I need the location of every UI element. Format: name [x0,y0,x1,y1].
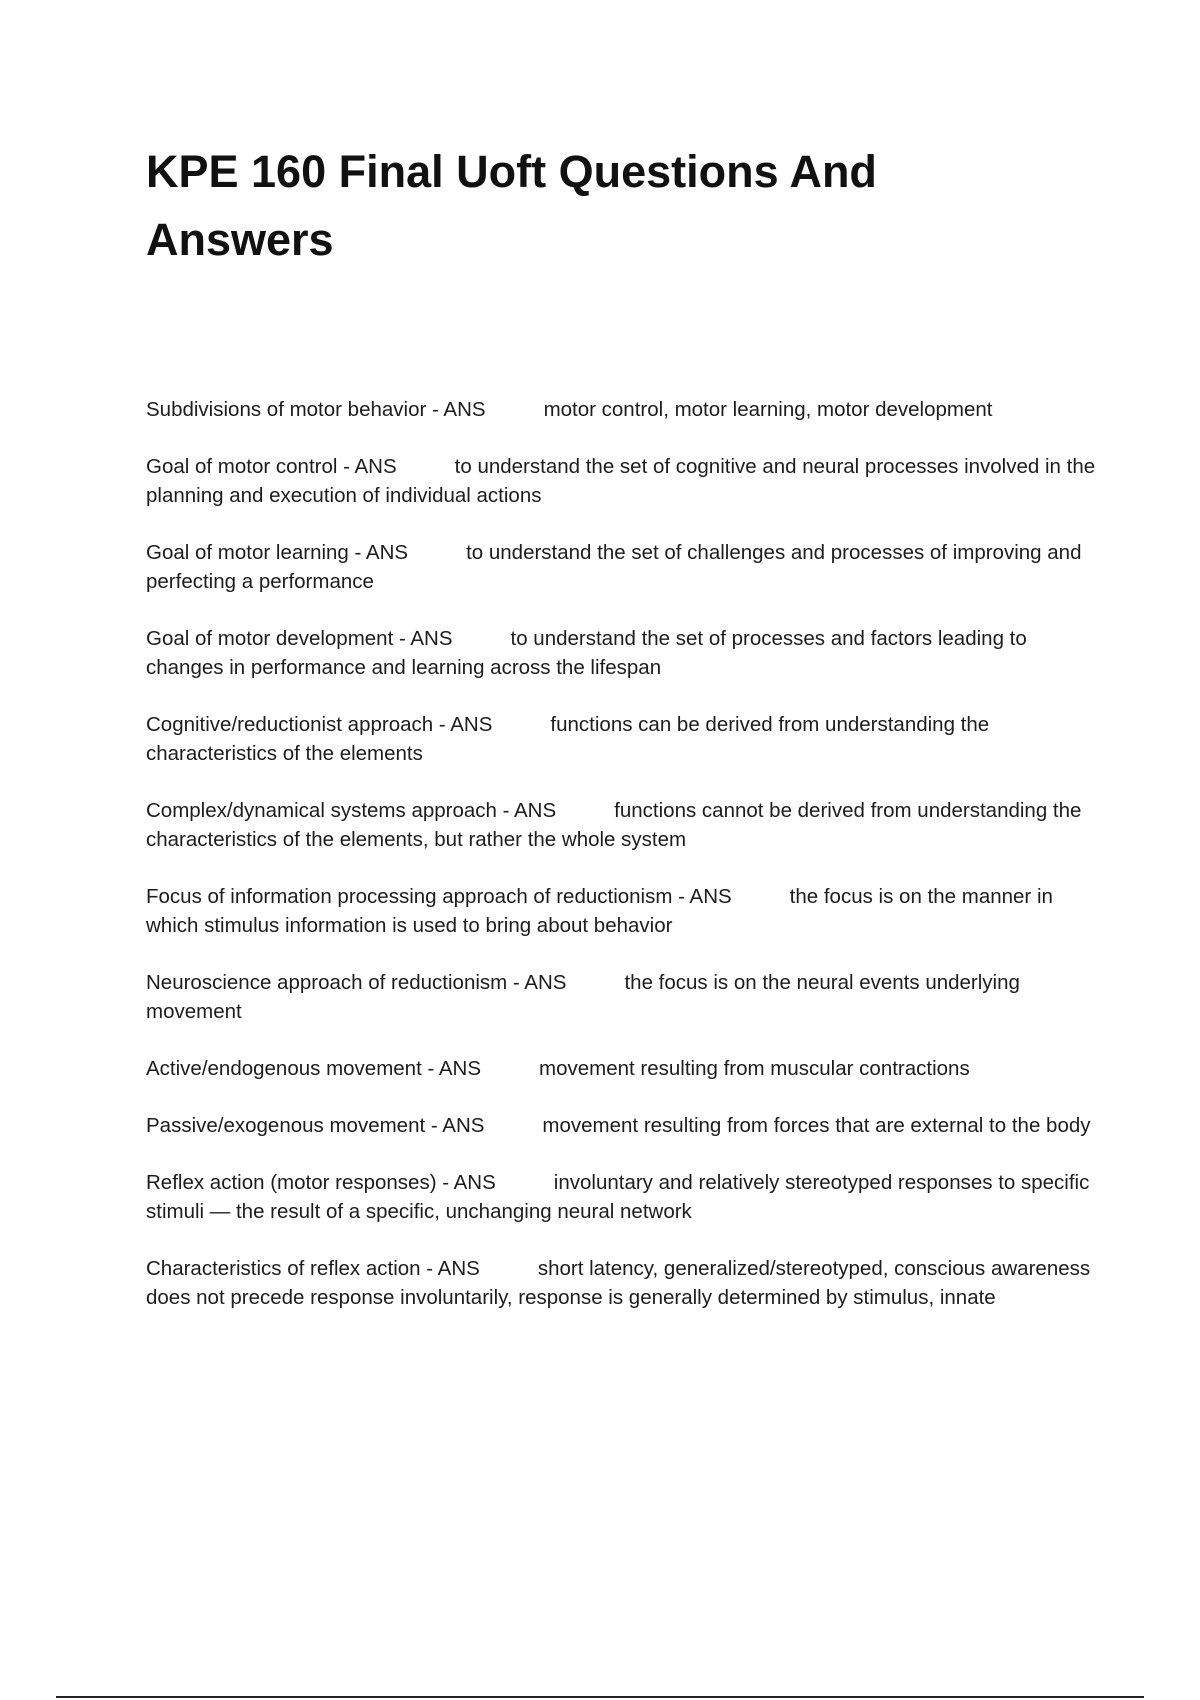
qa-answer: functions can be derived from understanding the characteristics of the elements [146,713,990,765]
qa-answer: movement resulting from muscular contractions [539,1057,970,1080]
qa-list [146,395,1101,1340]
qa-item [146,1111,1101,1140]
qa-answer: movement resulting from forces that are external to the body [542,1114,1091,1137]
qa-item [146,1054,1101,1083]
qa-answer: to understand the set of cognitive and neural processes involved in the planning and execution of individual actions [146,455,1096,507]
qa-term: Goal of motor development - ANS [146,627,453,650]
qa-item [146,538,1101,596]
qa-item [146,395,1101,424]
qa-answer: to understand the set of processes and factors leading to changes in performance and learning across the lifespan [146,627,1027,679]
qa-answer: to understand the set of challenges and processes of improving and perfecting a performance [146,541,1082,593]
qa-term: Subdivisions of motor behavior - ANS [146,398,486,421]
qa-term: Cognitive/reductionist approach - ANS [146,713,493,736]
qa-term: Goal of motor control - ANS [146,455,397,478]
qa-item [146,624,1101,682]
qa-item [146,882,1101,940]
qa-item [146,452,1101,510]
qa-term: Reflex action (motor responses) - ANS [146,1171,496,1194]
page-title: KPE 160 Final Uoft Questions And Answers [146,146,877,265]
qa-item [146,796,1101,854]
qa-answer: involuntary and relatively stereotyped responses to specific stimuli — the result of a specific, unchanging neural network [146,1171,1090,1223]
qa-answer: motor control, motor learning, motor development [543,398,993,421]
qa-term: Passive/exogenous movement - ANS [146,1114,485,1137]
qa-answer: the focus is on the manner in which stimulus information is used to bring about behavior [146,885,1053,937]
qa-term: Goal of motor learning - ANS [146,541,409,564]
qa-item [146,1168,1101,1226]
qa-term: Neuroscience approach of reductionism - ANS [146,971,567,994]
qa-term: Characteristics of reflex action - ANS [146,1257,480,1280]
qa-term: Complex/dynamical systems approach - ANS [146,799,557,822]
qa-item [146,1254,1101,1312]
qa-item [146,710,1101,768]
qa-item [146,968,1101,1026]
qa-answer: the focus is on the neural events underlying movement [146,971,1020,1023]
qa-term: Active/endogenous movement - ANS [146,1057,482,1080]
qa-answer: functions cannot be derived from understanding the characteristics of the elements, but rather the whole system [146,799,1082,851]
qa-answer: short latency, generalized/stereotyped, conscious awareness does not precede response involuntarily, response is generally determined by stimulus, innate [146,1257,1091,1309]
qa-term: Focus of information processing approach of reductionism - ANS [146,885,732,908]
page-divider [56,1696,1144,1698]
